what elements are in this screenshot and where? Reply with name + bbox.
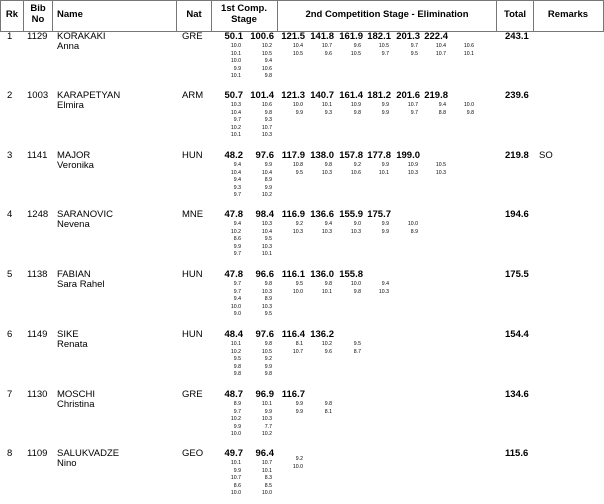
nation-code: MNE [182,209,204,220]
elimination-shot: 10.1 [321,102,332,108]
stage1-shot: 8.3 [264,475,272,482]
elimination-shot: 10.1 [378,169,389,176]
elimination-shot: 9.5 [295,281,303,287]
stage1-total: 50.7 [224,90,243,101]
elimination-shot: 9.7 [410,43,418,49]
stage1-shot: 9.0 [233,311,241,318]
stage1-shot: 10.3 [261,221,272,227]
nation-code: GRE [182,389,203,400]
stage1-shot: 10.4 [261,169,272,176]
stage1-shot: 9.3 [264,117,272,124]
elimination-shot: 9.2 [295,221,303,227]
stage1-shot: 10.4 [230,109,241,116]
elimination-shot: 10.0 [292,102,303,108]
stage1-shot: 8.5 [264,482,272,489]
elimination-shot: 10.6 [350,169,361,176]
elimination-total: 201.3 [396,31,420,42]
elimination-shot: 10.0 [350,281,361,287]
stage1-shot: 9.8 [264,371,272,378]
stage1-shot: 10.2 [230,228,241,235]
athlete-given-name: Elmira [57,100,84,111]
elimination-shot: 9.8 [324,162,332,168]
elimination-total: 161.9 [339,31,363,42]
stage1-shot: 10.2 [230,416,241,423]
elimination-shot: 9.7 [410,109,418,116]
stage1-shot: 10.5 [261,348,272,355]
elimination-shot: 9.0 [353,221,361,227]
stage1-shot: 10.7 [261,460,272,466]
elimination-shot: 10.3 [321,228,332,235]
stage1-shot: 9.5 [264,311,272,318]
elimination-shot: 9.7 [381,50,389,57]
bib-number: 1109 [27,448,48,459]
stage1-shot: 9.9 [264,184,272,191]
header-rk: Rk [5,9,19,20]
stage1-shot: 8.9 [233,401,241,407]
elimination-shot: 10.3 [292,228,303,235]
stage1-total: 48.2 [224,150,243,161]
athlete-surname: MOSCHI [57,389,95,400]
stage1-shot: 10.3 [261,288,272,295]
stage1-shot: 9.9 [264,408,272,415]
stage1-shot: 9.7 [233,251,241,258]
stage1-shot: 9.8 [264,341,272,347]
stage1-total: 100.6 [250,31,274,42]
final-total: 219.8 [505,150,529,161]
elimination-shot: 10.8 [292,162,303,168]
elimination-shot: 10.7 [407,102,418,108]
elimination-shot: 9.9 [381,221,389,227]
stage1-total: 48.4 [224,329,243,340]
elimination-shot: 10.5 [378,43,389,49]
stage1-shot: 10.1 [230,50,241,57]
stage1-shot: 9.7 [233,281,241,287]
stage1-shot: 10.1 [261,467,272,474]
bib-number: 1003 [27,90,49,101]
athlete-given-name: Nevena [57,219,90,230]
stage1-total: 47.8 [224,209,243,220]
stage1-shot: 10.0 [230,490,241,497]
elimination-shot: 9.9 [381,109,389,116]
athlete-given-name: Anna [57,41,80,52]
elimination-shot: 9.8 [324,281,332,287]
elimination-total: 141.8 [310,31,334,42]
athlete-surname: SALUKVADZE [57,448,120,459]
rank: 4 [7,209,13,220]
rank: 1 [7,31,13,42]
rank: 6 [7,329,13,340]
stage1-shot: 10.7 [230,475,241,482]
nation-code: HUN [182,269,203,280]
header-name: Name [57,9,83,20]
rank: 3 [7,150,13,161]
elimination-shot: 9.3 [324,109,332,116]
elimination-shot: 10.1 [463,50,474,57]
elimination-total: 116.9 [281,209,305,220]
elimination-shot: 10.3 [378,288,389,295]
stage1-shot: 10.2 [230,348,241,355]
stage1-shot: 10.0 [230,431,241,438]
stage1-total: 97.6 [255,150,274,161]
stage1-shot: 10.1 [230,132,241,139]
stage1-shot: 9.9 [233,243,241,250]
stage1-shot: 9.8 [233,371,241,378]
stage1-shot: 10.4 [261,228,272,235]
stage1-shot: 7.7 [264,423,272,430]
stage1-shot: 9.7 [233,192,241,199]
elimination-total: 140.7 [310,90,334,101]
stage1-shot: 10.0 [230,303,241,310]
rank: 8 [7,448,13,459]
stage1-total: 47.8 [224,269,243,280]
final-total: 239.6 [505,90,529,101]
header-stage2: 2nd Competition Stage - Elimination [305,9,469,20]
rank: 7 [7,389,13,400]
stage1-shot: 10.3 [261,303,272,310]
stage1-shot: 9.8 [264,73,272,80]
stage1-shot: 10.1 [230,460,241,466]
elimination-shot: 9.6 [324,50,332,57]
stage1-shot: 9.5 [264,236,272,243]
remark: SO [539,150,553,161]
stage1-shot: 10.0 [230,58,241,65]
nation-code: ARM [182,90,204,101]
elimination-shot: 9.9 [295,408,303,415]
stage1-total: 98.4 [255,209,274,220]
rank: 2 [7,90,13,101]
elimination-shot: 10.0 [292,288,303,295]
elimination-total: 177.8 [367,150,391,161]
elimination-shot: 10.1 [321,288,332,295]
elimination-total: 136.2 [310,329,334,340]
header-nat: Nat [186,9,202,20]
header-remarks: Remarks [547,9,589,20]
bib-number: 1141 [27,150,48,161]
stage1-shot: 10.2 [230,124,241,131]
stage1-shot: 8.9 [264,296,272,303]
elimination-shot: 10.9 [407,162,418,168]
elimination-total: 155.9 [339,209,363,220]
stage1-shot: 10.2 [261,43,272,49]
elimination-shot: 10.4 [292,43,303,49]
stage1-total: 96.4 [255,448,274,459]
final-total: 243.1 [505,31,529,42]
stage1-shot: 10.2 [261,431,272,438]
elimination-shot: 10.3 [435,169,446,176]
elimination-total: 116.4 [281,329,305,340]
elimination-total: 116.1 [281,269,305,280]
elimination-shot: 8.1 [295,341,303,347]
bib-number: 1149 [27,329,48,340]
elimination-shot: 9.9 [295,401,303,407]
elimination-shot: 10.0 [407,221,418,227]
stage1-shot: 9.8 [264,281,272,287]
bib-number: 1138 [27,269,48,280]
elimination-total: 136.0 [310,269,334,280]
elimination-shot: 9.6 [353,43,361,49]
final-total: 134.6 [505,389,529,400]
elimination-total: 136.6 [310,209,334,220]
stage1-shot: 10.5 [261,50,272,57]
final-total: 115.6 [505,448,529,459]
elimination-shot: 10.4 [435,43,446,49]
bib-number: 1130 [27,389,48,400]
elimination-shot: 9.8 [353,288,361,295]
athlete-surname: FABIAN [57,269,91,280]
stage1-shot: 10.3 [230,102,241,108]
stage1-shot: 10.1 [261,251,272,258]
elimination-shot: 10.7 [321,43,332,49]
elimination-total: 182.1 [367,31,391,42]
elimination-total: 222.4 [424,31,448,42]
elimination-shot: 8.7 [353,348,361,355]
elimination-shot: 10.9 [350,102,361,108]
elimination-shot: 9.6 [324,348,332,355]
elimination-shot: 8.1 [324,408,332,415]
athlete-given-name: Nino [57,458,77,469]
athlete-surname: KORAKAKI [57,31,106,42]
elimination-shot: 9.9 [381,102,389,108]
stage1-shot: 9.4 [264,58,272,65]
stage1-shot: 10.6 [261,102,272,108]
elimination-shot: 9.4 [324,221,332,227]
bib-number: 1248 [27,209,49,220]
stage1-shot: 9.9 [264,363,272,370]
elimination-shot: 9.5 [295,169,303,176]
table-header [0,0,604,32]
elimination-shot: 9.8 [466,109,474,116]
stage1-total: 96.6 [255,269,274,280]
stage1-shot: 9.9 [233,423,241,430]
athlete-surname: MAJOR [57,150,91,161]
header-bib: Bib No [30,3,46,25]
final-total: 194.6 [505,209,529,220]
stage1-shot: 9.8 [264,109,272,116]
elimination-shot: 10.6 [463,43,474,49]
rank: 5 [7,269,13,280]
stage1-shot: 9.3 [233,184,241,191]
elimination-total: 121.5 [281,31,305,42]
final-total: 175.5 [505,269,529,280]
stage1-shot: 9.5 [233,356,241,363]
stage1-total: 49.7 [224,448,243,459]
athlete-given-name: Christina [57,399,95,410]
athlete-given-name: Renata [57,339,88,350]
stage1-shot: 9.9 [233,65,241,72]
stage1-shot: 9.7 [233,408,241,415]
stage1-shot: 10.0 [261,490,272,497]
elimination-shot: 9.9 [381,162,389,168]
elimination-total: 121.3 [281,90,305,101]
stage1-shot: 8.6 [233,482,241,489]
stage1-shot: 10.7 [261,124,272,131]
stage1-shot: 10.3 [261,132,272,139]
stage1-shot: 10.0 [230,43,241,49]
stage1-shot: 9.9 [264,162,272,168]
elimination-shot: 9.2 [353,162,361,168]
stage1-shot: 9.4 [233,221,241,227]
elimination-shot: 10.5 [292,50,303,57]
stage1-shot: 9.2 [264,356,272,363]
elimination-shot: 8.8 [438,109,446,116]
stage1-shot: 10.1 [261,401,272,407]
elimination-shot: 9.9 [381,228,389,235]
elimination-total: 116.7 [281,389,305,400]
elimination-total: 138.0 [310,150,334,161]
nation-code: GEO [182,448,204,459]
stage1-total: 50.1 [224,31,243,42]
elimination-shot: 9.9 [295,109,303,116]
athlete-given-name: Veronika [57,160,94,171]
elimination-shot: 9.8 [353,109,361,116]
elimination-shot: 9.5 [410,50,418,57]
elimination-total: 201.6 [396,90,420,101]
stage1-shot: 10.1 [230,73,241,80]
elimination-total: 181.2 [367,90,391,101]
athlete-surname: SARANOVIC [57,209,113,220]
elimination-shot: 10.3 [350,228,361,235]
athlete-surname: KARAPETYAN [57,90,121,101]
stage1-total: 101.4 [250,90,274,101]
stage1-shot: 10.4 [230,169,241,176]
elimination-shot: 9.4 [438,102,446,108]
elimination-total: 175.7 [367,209,391,220]
nation-code: GRE [182,31,203,42]
stage1-shot: 10.2 [261,192,272,199]
elimination-shot: 9.4 [381,281,389,287]
stage1-shot: 9.4 [233,177,241,184]
elimination-total: 219.8 [424,90,448,101]
bib-number: 1129 [27,31,48,42]
header-stage1: 1st Comp. Stage [221,3,267,25]
elimination-shot: 8.9 [410,228,418,235]
elimination-shot: 10.7 [435,50,446,57]
athlete-given-name: Sara Rahel [57,279,105,290]
stage1-total: 48.7 [224,389,243,400]
stage1-total: 96.9 [255,389,274,400]
stage1-shot: 9.7 [233,288,241,295]
nation-code: HUN [182,150,203,161]
elimination-shot: 10.0 [292,463,303,470]
stage1-shot: 9.4 [233,162,241,168]
header-total: Total [504,9,526,20]
elimination-shot: 10.3 [321,169,332,176]
elimination-shot: 10.5 [350,50,361,57]
stage1-shot: 10.1 [230,341,241,347]
elimination-shot: 10.7 [292,348,303,355]
elimination-total: 161.4 [339,90,363,101]
stage1-shot: 10.3 [261,243,272,250]
stage1-shot: 9.9 [233,467,241,474]
stage1-shot: 8.9 [264,177,272,184]
elimination-total: 155.8 [339,269,363,280]
nation-code: HUN [182,329,203,340]
elimination-shot: 10.3 [407,169,418,176]
elimination-shot: 9.2 [295,456,303,462]
elimination-total: 117.9 [281,150,305,161]
stage1-shot: 10.6 [261,65,272,72]
stage1-shot: 9.8 [233,363,241,370]
final-total: 154.4 [505,329,529,340]
stage1-total: 97.6 [255,329,274,340]
elimination-shot: 9.5 [353,341,361,347]
elimination-shot: 10.5 [435,162,446,168]
elimination-shot: 9.8 [324,401,332,407]
elimination-shot: 10.2 [321,341,332,347]
stage1-shot: 9.7 [233,117,241,124]
elimination-total: 157.8 [339,150,363,161]
elimination-shot: 10.0 [463,102,474,108]
stage1-shot: 10.3 [261,416,272,423]
stage1-shot: 9.4 [233,296,241,303]
stage1-shot: 8.6 [233,236,241,243]
elimination-total: 199.0 [396,150,420,161]
athlete-surname: SIKE [57,329,79,340]
